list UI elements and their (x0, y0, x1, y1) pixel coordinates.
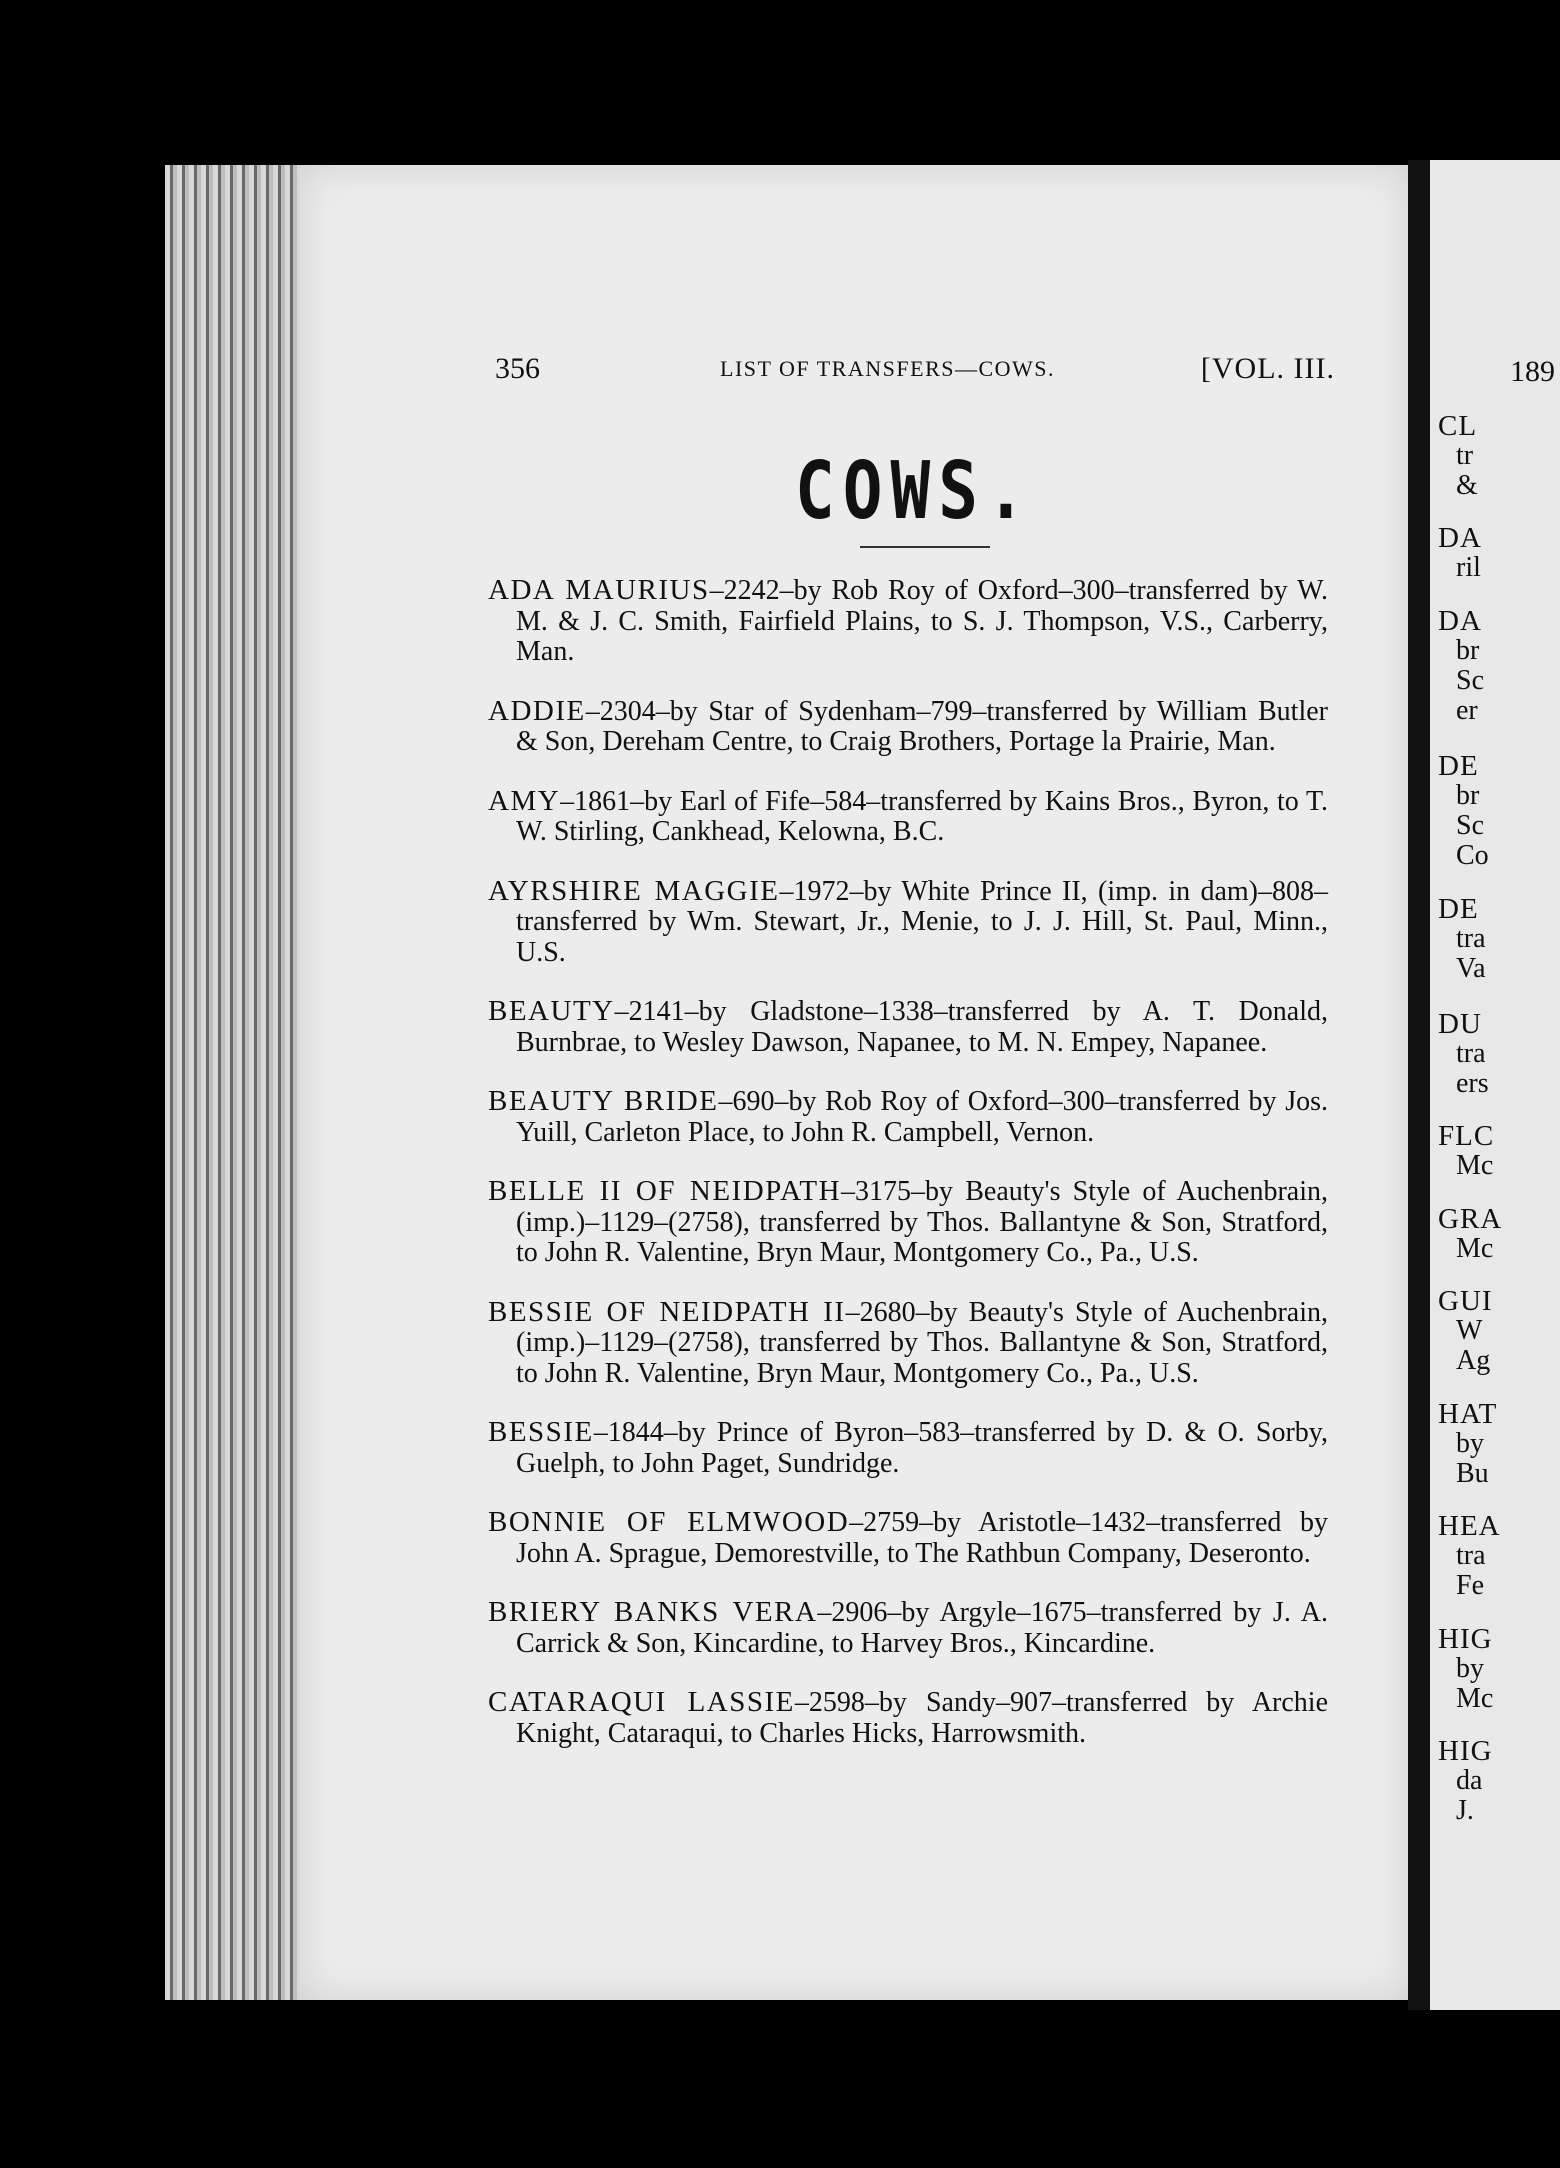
entry-text: –1844–by Prince of Byron–583–transferred by D. & O. Sorby, Guelph, to John Paget, Sundridge. (516, 1417, 1328, 1479)
facing-fragment: FLC (1438, 1120, 1495, 1152)
facing-fragment: DE (1438, 750, 1479, 782)
facing-fragment: DE (1438, 893, 1479, 925)
entry-name: CATARAQUI LASSIE (488, 1686, 795, 1718)
entry-name: AYRSHIRE MAGGIE (488, 874, 780, 907)
facing-fragment: J. (1456, 1795, 1474, 1826)
entry-name: BESSIE (488, 1416, 594, 1448)
facing-fragment: br (1456, 635, 1480, 666)
facing-fragment: by (1456, 1653, 1484, 1684)
facing-fragment: Va (1456, 953, 1486, 984)
transfer-entry (488, 1687, 1328, 1749)
entry-name: ADDIE (488, 694, 586, 727)
facing-fragment: da (1456, 1765, 1483, 1796)
facing-fragment: Sc (1456, 665, 1484, 696)
transfer-entry (488, 876, 1328, 969)
facing-fragment: tra (1456, 1038, 1486, 1069)
page-edges (165, 165, 305, 2000)
facing-fragment: tr (1456, 440, 1474, 471)
facing-fragment: Mc (1456, 1233, 1494, 1264)
entry-text: –2759–by Aristotle–1432–transferred by John A. Sprague, Demorestville, to The Rathbun Company, Deseronto. (516, 1507, 1329, 1569)
entry-text: –3175–by Beauty's Style of Auchenbrain, (imp.)–1129–(2758), transferred by Thos. Ballantyne & Son, Stratford, to John R. Valentine, Bryn Maur, Montgomery Co., Pa., U.S. (516, 1176, 1328, 1268)
transfer-list (488, 575, 1328, 1758)
facing-fragment: CL (1438, 410, 1478, 442)
transfer-entry (488, 1507, 1328, 1569)
facing-fragment: HAT (1438, 1398, 1498, 1430)
facing-fragment: & (1456, 470, 1478, 501)
entry-text: –690–by Rob Roy of Oxford–300–transferred by Jos. Yuill, Carleton Place, to John R. Campbell, Vernon. (516, 1086, 1328, 1148)
entry-name: ADA MAURIUS (488, 574, 710, 606)
title-rule (860, 546, 990, 548)
entry-name: BRIERY BANKS VERA (488, 1596, 818, 1628)
facing-fragment: ers (1456, 1068, 1489, 1099)
entry-name: BELLE II OF NEIDPATH (488, 1175, 842, 1207)
facing-fragment: DA (1438, 522, 1482, 554)
facing-fragment: DA (1438, 605, 1482, 637)
facing-fragment: Ag (1456, 1345, 1491, 1376)
facing-fragment: er (1456, 695, 1478, 726)
facing-fragment: HEA (1438, 1510, 1501, 1542)
transfer-entry (488, 696, 1328, 758)
facing-fragment: Bu (1456, 1458, 1489, 1489)
facing-fragment: by (1456, 1428, 1484, 1459)
transfer-entry (488, 1176, 1328, 1269)
facing-fragment: GRA (1438, 1203, 1503, 1235)
volume-label: [VOL. III. (1200, 352, 1335, 385)
entry-name: BEAUTY (488, 995, 615, 1027)
page-number: 356 (495, 352, 540, 385)
facing-fragment: Fe (1456, 1570, 1484, 1601)
running-title: LIST OF TRANSFERS—COWS. (720, 356, 1056, 381)
facing-fragment: Mc (1456, 1683, 1494, 1714)
facing-fragment: Sc (1456, 810, 1484, 841)
entry-text: –1972–by White Prince II, (imp. in dam)–808–transferred by Wm. Stewart, Jr., Menie, to J. J. Hill, St. Paul, Minn., U.S. (516, 875, 1328, 968)
facing-fragment: HIG (1438, 1735, 1493, 1767)
facing-fragment: HIG (1438, 1623, 1493, 1655)
transfer-entry (488, 575, 1328, 668)
entry-name: BESSIE OF NEIDPATH II (488, 1295, 846, 1328)
entry-text: –1861–by Earl of Fife–584–transferred by Kains Bros., Byron, to T. W. Stirling, Cankhead, Kelowna, B.C. (516, 785, 1328, 847)
transfer-entry (488, 1417, 1328, 1479)
entry-name: BONNIE OF ELMWOOD (488, 1506, 850, 1538)
transfer-entry (488, 996, 1328, 1058)
transfer-entry (488, 1297, 1328, 1390)
facing-fragment: Co (1456, 840, 1489, 871)
facing-fragment: DU (1438, 1008, 1482, 1040)
facing-fragment: tra (1456, 923, 1486, 954)
entry-text: –2598–by Sandy–907–transferred by Archie Knight, Cataraqui, to Charles Hicks, Harrowsmith. (516, 1687, 1328, 1749)
page-header (495, 352, 1335, 392)
facing-fragment: tra (1456, 1540, 1486, 1571)
facing-fragment: br (1456, 780, 1480, 811)
transfer-entry (488, 1086, 1328, 1148)
entry-text: –2906–by Argyle–1675–transferred by J. A. Carrick & Son, Kincardine, to Harvey Bros., Kincardine. (516, 1597, 1329, 1659)
transfer-entry (488, 786, 1328, 848)
section-title: COWS. (795, 445, 1034, 538)
facing-page-edge (1430, 160, 1560, 2010)
facing-page-number: 189 (1510, 355, 1555, 388)
facing-fragment: Mc (1456, 1150, 1494, 1181)
entry-text: –2680–by Beauty's Style of Auchenbrain, (imp.)–1129–(2758), transferred by Thos. Ballantyne & Son, Stratford, to John R. Valentine, Bryn Maur, Montgomery Co., Pa., U.S. (516, 1296, 1328, 1389)
facing-fragment: ril (1456, 552, 1481, 583)
facing-fragment: W (1456, 1315, 1483, 1346)
entry-text: –2141–by Gladstone–1338–transferred by A. T. Donald, Burnbrae, to Wesley Dawson, Napanee, to M. N. Empey, Napanee. (516, 996, 1328, 1058)
book-gutter (1408, 160, 1430, 2010)
entry-name: AMY (488, 784, 561, 817)
entry-name: BEAUTY BRIDE (488, 1085, 719, 1117)
facing-fragment: GUI (1438, 1285, 1493, 1317)
transfer-entry (488, 1597, 1328, 1659)
entry-text: –2242–by Rob Roy of Oxford–300–transferred by W. M. & J. C. Smith, Fairfield Plains, to S. J. Thompson, V.S., Carberry, Man. (516, 575, 1328, 667)
entry-text: –2304–by Star of Sydenham–799–transferred by William Butler & Son, Dereham Centre, to Craig Brothers, Portage la Prairie, Man. (516, 695, 1328, 757)
